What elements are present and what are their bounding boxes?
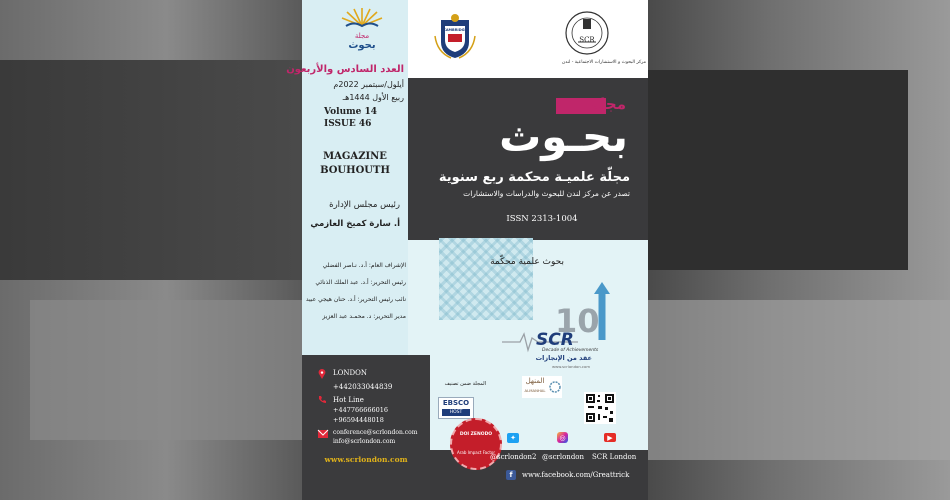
blurred-background-left [0, 0, 302, 500]
issue-number: ISSUE 46 [324, 119, 372, 129]
issue-title: العدد السادس والأربعون [286, 64, 404, 75]
magazine-logo [332, 6, 392, 51]
magazine-cover [286, 0, 648, 500]
decade-english: Decade of Achievements [542, 348, 599, 353]
issn: ISSN 2313-1004 [506, 214, 578, 224]
issue-date: أيلول/سبتمبر 2022م [333, 80, 404, 89]
seal-bottom: Arab Impact Factor [457, 450, 495, 455]
contact-phone1[interactable]: +442033044839 [333, 383, 393, 391]
title-subtitle: مجلّة علميـة محكمة ربع سنوية [438, 170, 630, 185]
phone-icon [318, 395, 327, 404]
seal-top: DOI ZENODO [459, 432, 493, 437]
board-name: أ. سارة كميخ العازمي [310, 219, 400, 229]
staff-line: مدير التحرير: د. محمـد عبد العزيز [322, 313, 406, 320]
ebsco-logo [438, 397, 474, 419]
kambridge-logo [433, 12, 477, 60]
board-label: رئيس مجلس الإدارة [329, 200, 400, 210]
volume: Volume 14 [324, 107, 378, 117]
scr-emblem-icon [564, 10, 610, 56]
contact-email2[interactable]: info@scrlondon.com [333, 438, 396, 445]
qr-code-icon [584, 392, 616, 424]
decade-site: www.scrlondon.com [552, 364, 591, 369]
instagram-icon[interactable]: ◎ [557, 432, 568, 443]
facebook-url[interactable]: www.facebook.com/Greattrick [522, 471, 630, 479]
indexing-label: المجلة ضمن تصنيف [444, 381, 486, 387]
title-bouhouth: بحـوث [499, 112, 628, 161]
center-name: مركز البحوث و الاستشارات الاجتماعية - لندن [561, 60, 646, 65]
magazine-name-line2: BOUHOUTH [320, 165, 390, 176]
almanhal-ar: المنهل [525, 377, 545, 385]
contact-phone3[interactable]: +96594448018 [333, 416, 384, 424]
youtube-icon[interactable]: ▶ [604, 433, 616, 442]
twitter-handle[interactable]: @scrlondon2 [490, 453, 537, 461]
contact-phone2[interactable]: +447766666016 [333, 406, 389, 414]
staff-line: رئيس التحرير: أ.د. عبد الملك الذنائي [315, 279, 406, 286]
logo-line1: مجلة [354, 32, 370, 40]
contact-city: LONDON [333, 369, 367, 377]
almanhal-logo [522, 376, 562, 398]
staff-line: نائب رئيس التحرير: أ.د. حنان هيجي عبيد [305, 296, 406, 303]
sunburst-icon [332, 6, 392, 28]
almanhal-emblem-icon [549, 381, 561, 393]
facebook-icon[interactable]: f [506, 470, 516, 480]
location-pin-icon [318, 369, 326, 379]
staff-line: الإشراف العام: أ.د. نـاصر الفضلي [322, 262, 406, 269]
contact-email1[interactable]: conference@scrlondon.com [333, 429, 418, 436]
tagline: بحوث علمية محكّمة [490, 257, 564, 267]
ebsco-text: EBSCO [442, 399, 470, 407]
issue-hijri: ربيع الأول 1444هـ [342, 93, 404, 102]
twitter-icon[interactable]: ✦ [507, 433, 519, 443]
blurred-background-right [648, 0, 950, 500]
shield-icon [433, 12, 477, 60]
ebsco-host: HOST [442, 409, 470, 416]
scr-logo [564, 10, 610, 56]
doi-seal [450, 418, 502, 470]
magazine-name-line1: MAGAZINE [323, 151, 387, 162]
kambridge-text: KAMBRIDGE [443, 28, 467, 32]
decade-arabic: عقد من الإنجازات [535, 354, 592, 362]
instagram-handle[interactable]: @scrlondon [542, 453, 585, 461]
title-publisher: تصدر عن مركز لندن للبحوث والدراسات والاستشارات [463, 189, 630, 198]
title-majalla: مجلة [590, 95, 626, 113]
logo-line2: بحوث [348, 40, 376, 51]
youtube-handle[interactable]: SCR London [592, 453, 637, 461]
decade-scr: SCR [536, 330, 574, 350]
decade-number: 10 [555, 302, 600, 340]
almanhal-en: ALMANHAL [524, 388, 546, 393]
hotline-label: Hot Line [333, 396, 364, 404]
scr-logo-text: SCR [579, 36, 595, 44]
email-icon [318, 430, 328, 438]
contact-website[interactable]: www.scrlondon.com [324, 455, 408, 464]
